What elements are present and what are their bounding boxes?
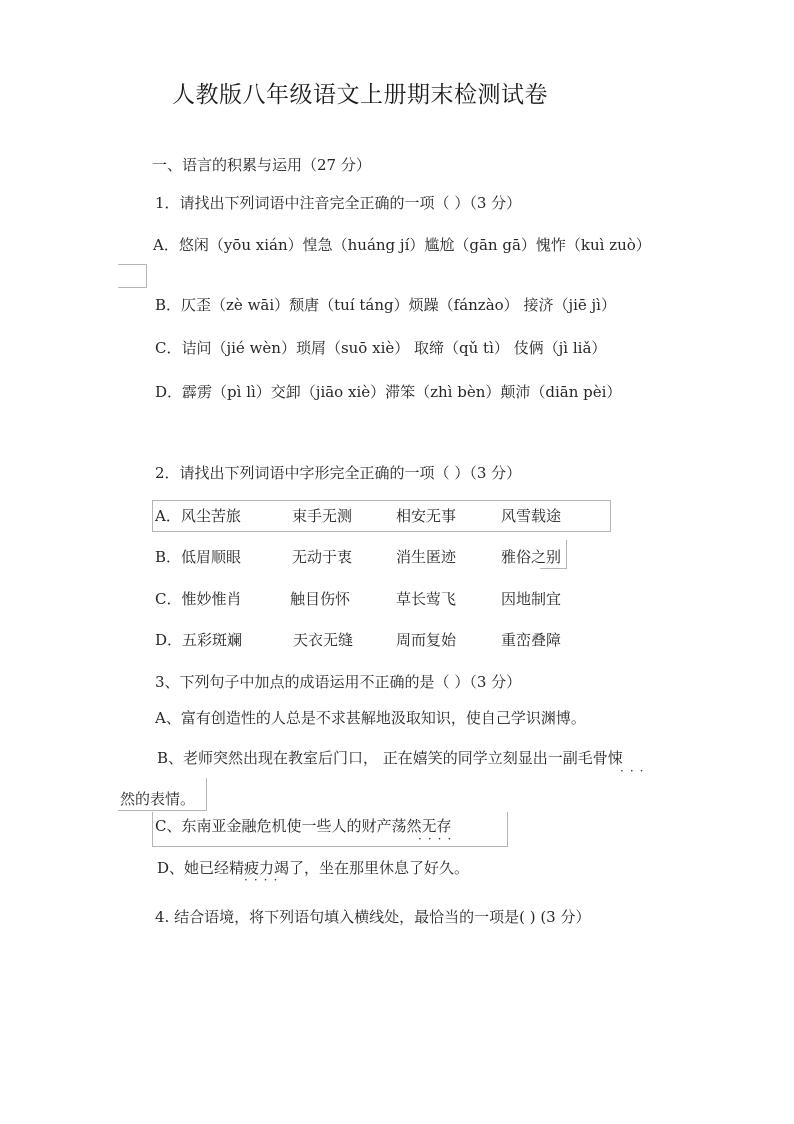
option-d-word-1: D．五彩斑斓	[155, 631, 243, 649]
option-d-word-2: 天衣无缝	[293, 631, 354, 649]
question-3-option-c: C、东南亚金融危机使一些人的财产荡然无存	[155, 817, 452, 835]
option-c-word-1: C．惟妙惟肖	[155, 590, 242, 608]
option-b-word-2: 无动于衷	[292, 548, 353, 566]
option-b-word-3: 消生匿迹	[396, 548, 457, 566]
option-b-word-4: 雅俗之别	[501, 548, 562, 566]
question-1-option-b: B．仄歪（zè wāi）颓唐（tuí táng）烦躁（fánzào） 接济（jiē jì）	[155, 296, 616, 314]
option-c-word-4: 因地制宜	[501, 590, 562, 608]
scan-bracket-mark	[118, 264, 147, 288]
page-title: 人教版八年级语文上册期末检测试卷	[172, 82, 548, 108]
question-3-option-a: A、富有创造性的人总是不求甚解地汲取知识，使自己学识渊博。	[155, 709, 586, 727]
emphasis-dots: ····	[418, 832, 458, 846]
option-d-word-3: 周而复始	[396, 631, 457, 649]
emphasis-dots: ····	[244, 873, 284, 887]
section-heading: 一、语言的积累与运用（27 分）	[152, 156, 371, 174]
option-a-word-4: 风雪载途	[501, 507, 562, 525]
option-c-word-2: 触目伤怀	[290, 590, 351, 608]
question-1-option-a: A．悠闲（yōu xián）惶急（huáng jí）尴尬（gān gā）愧怍（kuì zuò）	[153, 236, 651, 254]
question-1-option-d: D．霹雳（pì lì）交卸（jiāo xiè）滞笨（zhì bèn）颠沛（diān pèi）	[155, 383, 622, 401]
question-2-stem: 2．请找出下列词语中字形完全正确的一项（ ）（3 分）	[155, 464, 522, 482]
question-3-stem: 3、下列句子中加点的成语运用不正确的是（ ）（3 分）	[155, 673, 522, 691]
option-b-word-1: B．低眉顺眼	[155, 548, 242, 566]
question-3-option-b-line-2: 然的表情。	[120, 790, 196, 808]
question-3-option-d: D、她已经精疲力竭了，坐在那里休息了好久。	[157, 859, 470, 877]
emphasis-dots: ···	[620, 764, 650, 778]
option-c-word-3: 草长莺飞	[396, 590, 457, 608]
option-d-word-4: 重峦叠障	[501, 631, 562, 649]
option-a-word-1: A．风尘苦旅	[155, 507, 241, 525]
question-3-option-b-line-1: B、老师突然出现在教室后门口， 正在嬉笑的同学立刻显出一副毛骨悚	[157, 749, 623, 767]
option-a-word-2: 束手无测	[292, 507, 353, 525]
question-1-stem: 1．请找出下列词语中注音完全正确的一项（ ）（3 分）	[155, 194, 522, 212]
question-1-option-c: C．诘问（jié wèn）琐屑（suō xiè） 取缔（qǔ tì） 伎俩（jì liǎ）	[155, 339, 607, 357]
option-a-word-3: 相安无事	[396, 507, 457, 525]
question-4-stem: 4. 结合语境，将下列语句填入横线处，最恰当的一项是( ) (3 分）	[155, 908, 591, 926]
